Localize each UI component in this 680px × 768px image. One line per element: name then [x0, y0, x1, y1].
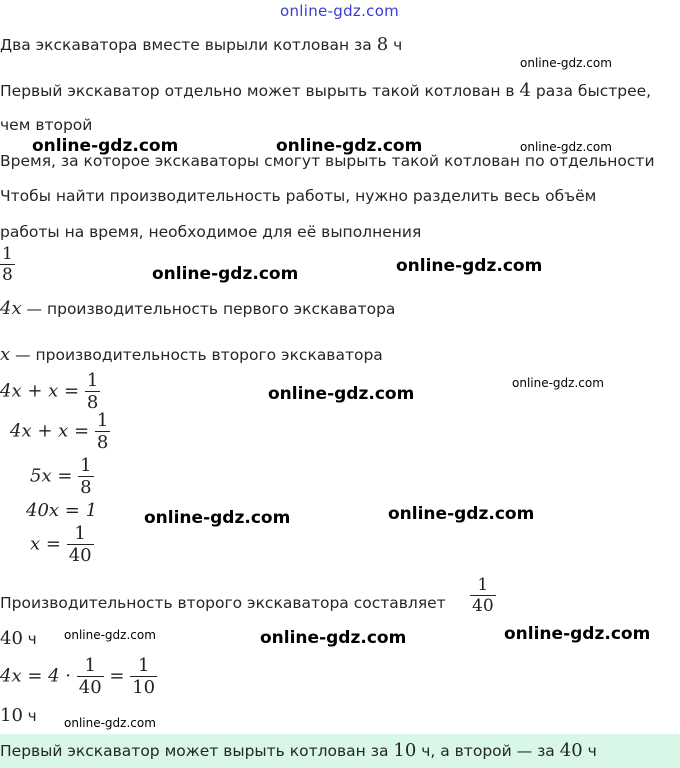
final-answer-second: 40 [559, 740, 583, 761]
first-time-line [0, 705, 37, 726]
equation-2 [10, 410, 110, 453]
fraction-denominator: 8 [2, 265, 13, 285]
hours-value: 8 [376, 34, 389, 55]
equation-5 [30, 523, 94, 566]
fraction-numerator: 1 [84, 655, 96, 676]
final-answer-text-b: ч, а второй — за [421, 742, 555, 760]
equation-1 [0, 370, 100, 413]
equation-3-left: 5x = [30, 465, 73, 487]
fraction-numerator: 1 [477, 575, 489, 595]
solution-heading: Время, за которое экскаваторы смогут вырыть такой котлован по отдельности [0, 152, 655, 170]
second-time-line [0, 628, 37, 649]
fraction-denominator: 40 [68, 545, 92, 566]
final-answer-text-c: ч [587, 742, 597, 760]
problem-text-1: Два экскаватора вместе вырыли котлован за [0, 36, 372, 54]
first-time-unit: ч [27, 707, 37, 725]
watermark: online-gdz.com [388, 504, 535, 524]
equation-6-equals: = [109, 665, 125, 687]
fraction-denominator: 10 [132, 677, 156, 698]
variable-x: x [0, 344, 11, 365]
equation-3 [30, 455, 94, 498]
fraction-denominator: 40 [472, 596, 494, 616]
first-productivity-text: — производительность первого экскаватора [26, 300, 396, 318]
fraction-denominator: 8 [86, 392, 99, 413]
watermark: online-gdz.com [144, 508, 291, 528]
equation-6-left: 4x = 4 · [0, 665, 72, 687]
explanation-line-1: Чтобы найти производительность работы, нужно разделить весь объём [0, 187, 597, 205]
watermark: online-gdz.com [64, 628, 156, 642]
final-answer-text-a: Первый экскаватор может вырыть котлован за [0, 742, 389, 760]
second-time-value: 40 [0, 628, 23, 649]
equation-4: 40x = 1 [26, 500, 98, 521]
fraction-denominator: 40 [78, 677, 102, 698]
problem-line-2 [0, 80, 651, 101]
watermark: online-gdz.com [396, 256, 543, 276]
fraction-numerator: 1 [74, 523, 86, 544]
first-productivity-line [0, 298, 395, 319]
fraction-numerator: 1 [137, 655, 150, 676]
equation-6 [0, 655, 157, 698]
watermark: online-gdz.com [512, 376, 604, 390]
watermark: online-gdz.com [260, 628, 407, 648]
fraction-second-productivity [470, 575, 496, 616]
problem-line-3: чем второй [0, 116, 93, 134]
problem-text-2-tail: раза быстрее, [535, 82, 652, 100]
explanation-line-2: работы на время, необходимое для её выполнения [0, 223, 422, 241]
watermark: online-gdz.com [64, 716, 156, 730]
watermark: online-gdz.com [520, 56, 612, 70]
equation-2-left: 4x + x = [10, 420, 90, 442]
second-time-unit: ч [27, 630, 37, 648]
fraction-total-productivity [0, 244, 15, 285]
watermark: online-gdz.com [268, 384, 415, 404]
fraction-numerator: 1 [2, 244, 13, 264]
final-answer-first: 10 [393, 740, 417, 761]
fraction-numerator: 1 [96, 410, 109, 431]
fraction-denominator: 8 [80, 477, 92, 498]
second-productivity-line [0, 344, 383, 365]
watermark: online-gdz.com [152, 264, 299, 284]
equation-1-left: 4x + x = [0, 380, 80, 402]
first-time-value: 10 [0, 705, 23, 726]
watermark: online-gdz.com [276, 136, 423, 156]
conclusion-line: Производительность второго экскаватора составляет [0, 594, 446, 612]
watermark: online-gdz.com [504, 624, 651, 644]
problem-line-1 [0, 34, 402, 55]
fraction-denominator: 8 [96, 432, 109, 453]
problem-text-2: Первый экскаватор отдельно может вырыть такой котлован в [0, 82, 515, 100]
final-answer [0, 740, 597, 761]
watermark: online-gdz.com [32, 136, 179, 156]
hours-unit: ч [393, 36, 403, 54]
fraction-numerator: 1 [86, 370, 99, 391]
watermark-top: online-gdz.com [280, 2, 400, 20]
variable-4x: 4x [0, 298, 22, 319]
fraction-numerator: 1 [80, 455, 92, 476]
equation-5-left: x = [30, 533, 61, 555]
times-value: 4 [519, 80, 531, 101]
watermark: online-gdz.com [520, 140, 612, 154]
second-productivity-text: — производительность второго экскаватора [15, 346, 383, 364]
